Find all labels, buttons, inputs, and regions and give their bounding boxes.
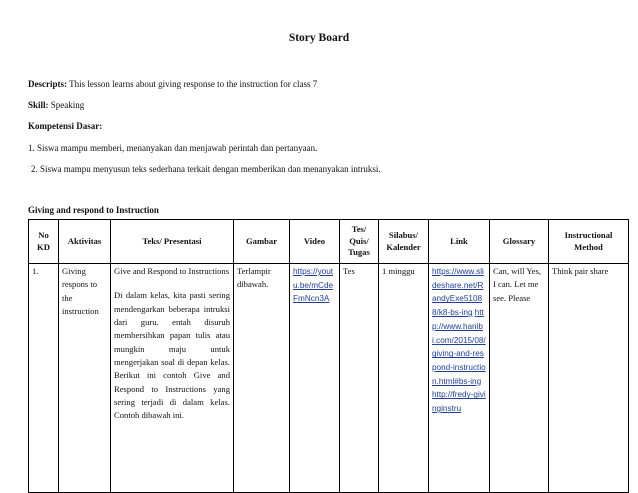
- kd-item-2: 2. Siswa mampu menyusun teks sederhana terkait dengan memberikan dan menanyakan intruksi.: [31, 164, 381, 174]
- teks-heading: Give and Respond to Instructions: [114, 266, 230, 276]
- header-link: Link: [429, 220, 490, 264]
- kompetensi-heading: Kompetensi Dasar:: [28, 121, 103, 131]
- skill-line: [28, 100, 84, 110]
- cell-glossary: Can, will Yes, I can. Let me see. Please: [490, 264, 549, 493]
- section-title: Giving and respond to Instruction: [28, 205, 159, 215]
- header-no-kd: No KD: [29, 220, 59, 264]
- page-title: Story Board: [288, 32, 350, 44]
- teks-body: Di dalam kelas, kita pasti sering mendengarkan beberapa intruksi dari guru. entah disuruh membersihkan papan tulis atau mungkin maju untuk mengerjakan soal di depan kelas. Berikut ini contoh Give and Respond to Instructions yang sering terjadi di dalam kelas. Contoh dibawah ini.: [114, 290, 230, 421]
- header-silabus: Silabus/ Kalender: [379, 220, 429, 264]
- header-aktivitas: Aktivitas: [59, 220, 111, 264]
- hanibi-link[interactable]: http://www.hanibi.com/2015/08/giving-and-respond-instruction.html#bs-ing: [432, 308, 486, 386]
- header-method: Instructional Method: [549, 220, 629, 264]
- header-teks: Teks/ Presentasi: [111, 220, 234, 264]
- skill-text: Speaking: [48, 100, 85, 110]
- descripts-label: Descripts:: [28, 79, 67, 89]
- header-tes: Tes/ Quis/ Tugas: [340, 220, 379, 264]
- header-gambar: Gambar: [234, 220, 290, 264]
- header-glossary: Glossary: [490, 220, 549, 264]
- cell-silabus: 1 minggu: [379, 264, 429, 493]
- fredy-link[interactable]: http://fredy-givinginstru: [432, 390, 486, 414]
- skill-label: Skill:: [28, 100, 49, 110]
- descripts-line: [28, 79, 317, 89]
- cell-video: [290, 264, 340, 493]
- storyboard-table: [28, 219, 629, 493]
- table-row: [29, 264, 629, 493]
- table-header-row: [29, 220, 629, 264]
- cell-no: 1.: [29, 264, 59, 493]
- cell-aktivitas: Giving respons to the instruction: [59, 264, 111, 493]
- cell-method: Think pair share: [549, 264, 629, 493]
- video-link[interactable]: https://youtu.be/mCdeFmNcn3A: [293, 267, 334, 304]
- header-video: Video: [290, 220, 340, 264]
- cell-tes: Tes: [340, 264, 379, 493]
- cell-link: [429, 264, 490, 493]
- slideshare-link[interactable]: https://www.slideshare.net/RandyExe51088/k8-bs-ing: [432, 267, 484, 318]
- cell-gambar: Terlampir dibawah.: [234, 264, 290, 493]
- kd-item-1: 1. Siswa mampu memberi, menanyakan dan menjawab perintah dan pertanyaan.: [28, 143, 318, 153]
- descripts-text: This lesson learns about giving response to the instruction for class 7: [67, 79, 318, 89]
- cell-teks: [111, 264, 234, 493]
